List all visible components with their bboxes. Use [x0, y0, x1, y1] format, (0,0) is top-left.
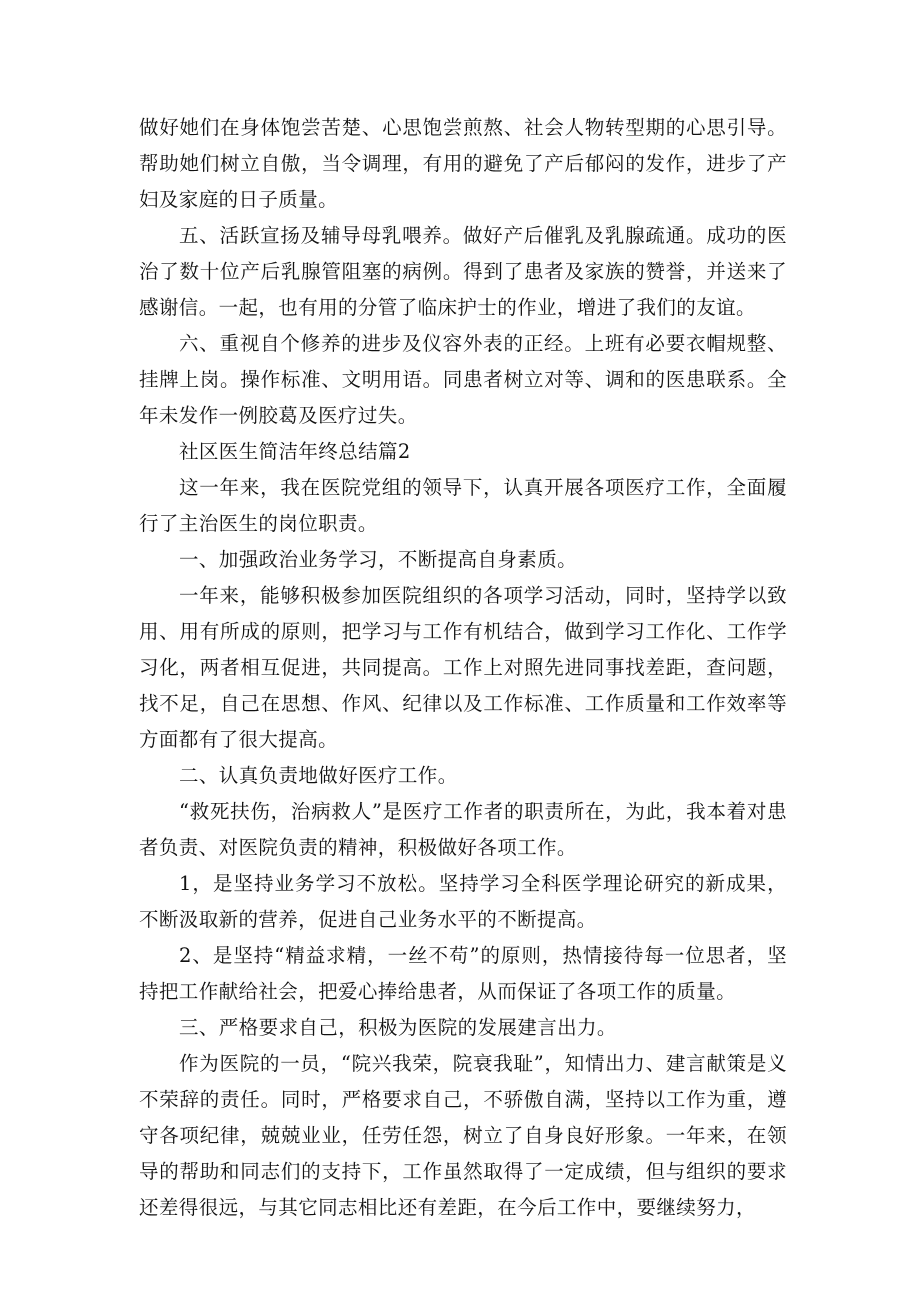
- document-body: [139, 110, 787, 1226]
- paragraph-5: 这一年来，我在医院党组的领导下，认真开展各项医疗工作，全面履行了主治医生的岗位职责。: [139, 476, 787, 535]
- paragraph-11: 2、是坚持“精益求精，一丝不苟”的原则，热情接待每一位思者，坚持把工作献给社会，把爱心捧给患者，从而保证了各项工作的质量。: [139, 944, 787, 1003]
- paragraph-9: “救死扶伤，治病救人”是医疗工作者的职责所在，为此，我本着对患者负责、对医院负责的精神，积极做好各项工作。: [139, 800, 787, 859]
- subheading-3: 三、严格要求自己，积极为医院的发展建言出力。: [179, 1016, 617, 1039]
- subheading-2: 二、认真负责地做好医疗工作。: [179, 764, 458, 787]
- paragraph-13: 作为医院的一员，“院兴我荣，院衰我耻”，知情出力、建言献策是义不荣辞的责任。同时，严格要求自己，不骄傲自满，坚持以工作为重，遵守各项纪律，兢兢业业，任劳任怨，树立了自身良好形象。一年来，在领导的帮助和同志们的支持下，工作虽然取得了一定成绩，但与组织的要求还差得很远，与其它同志相比还有差距，在今后工作中，要继续努力，: [139, 1052, 787, 1219]
- paragraph-1: 做好她们在身体饱尝苦楚、心思饱尝煎熬、社会人物转型期的心思引导。帮助她们树立自傲，当令调理，有用的避免了产后郁闷的发作，进步了产妇及家庭的日子质量。: [139, 116, 787, 211]
- paragraph-3: 六、重视自个修养的进步及仪容外表的正经。上班有必要衣帽规整、挂牌上岗。操作标准、文明用语。同患者树立对等、调和的医患联系。全年未发作一例胶葛及医疗过失。: [139, 332, 787, 427]
- paragraph-10: 1，是坚持业务学习不放松。坚持学习全科医学理论研究的新成果，不断汲取新的营养，促进自己业务水平的不断提高。: [139, 872, 787, 931]
- paragraph-2: 五、活跃宣扬及辅导母乳喂养。做好产后催乳及乳腺疏通。成功的医治了数十位产后乳腺管阻塞的病例。得到了患者及家族的赞誉，并送来了感谢信。一起，也有用的分管了临床护士的作业，增进了我们的友谊。: [139, 224, 787, 319]
- section-heading: 社区医生简洁年终总结篇2: [179, 440, 411, 463]
- paragraph-7: 一年来，能够积极参加医院组织的各项学习活动，同时，坚持学以致用、用有所成的原则，把学习与工作有机结合，做到学习工作化、工作学习化，两者相互促进，共同提高。工作上对照先进同事找差距，查问题，找不足，自己在思想、作风、纪律以及工作标准、工作质量和工作效率等方面都有了很大提高。: [139, 584, 787, 751]
- subheading-1: 一、加强政治业务学习，不断提高自身素质。: [179, 548, 578, 571]
